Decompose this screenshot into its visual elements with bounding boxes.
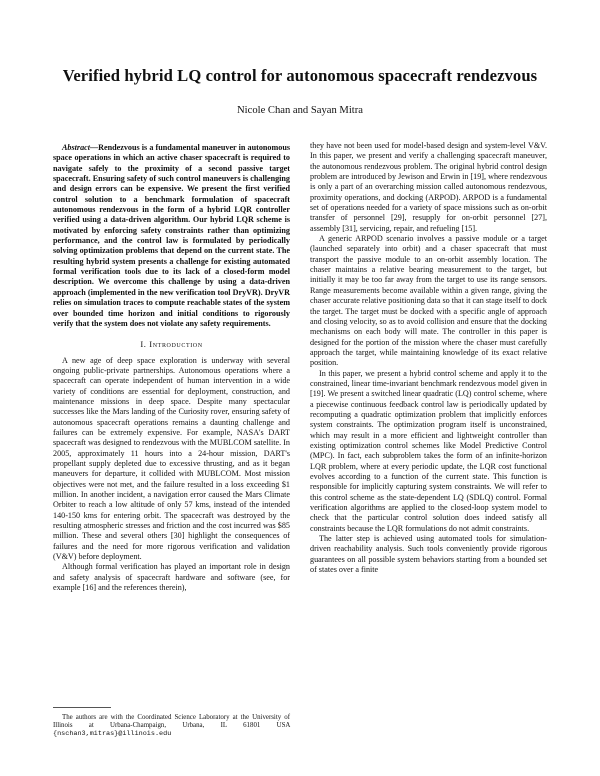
left-column — [53, 143, 290, 593]
abstract-label: Abstract — [62, 143, 90, 152]
author-footnote — [53, 714, 290, 739]
body-paragraph: In this paper, we present a hybrid control scheme and apply it to the constrained, linear time-invariant benchmark rendezvous model given in [19]. We present a switched linear quadratic (LQ) control scheme, where a piecewise continuous feedback control law is periodically updated by recomputing a quadratic optimization problem that implicitly enforces system constraints. The optimization program itself is unconstrained, which may result in a more efficient and lightweight controller than existing optimization control schemes like Model Predictive Control (MPC). In fact, each subproblem takes the form of an infinite-horizon LQR problem, where at every periodic update, the LQR cost functional evolves according to a function of the current state. This function is responsible for implicitly capturing system constraints. We will refer to this control scheme as the state-dependent LQ (SDLQ) control. Formal verification algorithms are applied to the closed-loop system model to check that the particular control solution does indeed satisfy all constraints because the LQR formulations do not admit constraints. — [310, 368, 547, 533]
footnote-divider — [53, 707, 111, 708]
body-paragraph: A generic ARPOD scenario involves a passive module or a target (launched separately into orbit) and a chaser spacecraft that must transport the passive module to an on-orbit assembly location. The chaser maintains a relative bearing measurement to the target, but initially it may be too far away from the target to use its range sensors. Range measurements become available within a given range, giving the chaser accurate relative positioning data so that it can stage itself to dock the target. The target must be docked with a specific angle of approach and closing velocity, so as to avoid collision and ensure that the docking mechanisms on each body will mate. The controller in this paper is designed for the portion of the mission where the chaser must carefully approach the target, while maintaining knowledge of its exact relative position. — [310, 234, 547, 368]
abstract — [53, 143, 290, 329]
body-paragraph: Although formal verification has played an important role in design and safety analysis of spacecraft hardware and software (see, for example [16] and the references therein), — [53, 562, 290, 593]
abstract-text: —Rendezvous is a fundamental maneuver in autonomous space operations in which an active chaser spacecraft is required to navigate safely to the proximity of a second passive target spacecraft. Ensuring safety of such control maneuvers is challenging and design errors can be expensive. We present the first verified control solution to a benchmark formulation of spacecraft autonomous rendezvous in the form of a hybrid LQR controller verified using a data-driven algorithm. Our hybrid LQR scheme is motivated by enforcing safety constraints rather than optimizing performance, and the control law is formulated by periodically solving optimization problems that depend on the current state. The resulting hybrid system presents a challenge for existing automated formal verification tools due to its lack of a closed-form model description. We overcome this challenge by using a data-driven approach (implemented in the new verification tool DryVR). DryVR relies on simulation traces to compute reachable states of the system over bounded time horizon and initial conditions to rigorously verify that the system does not violate any safety requirements. — [53, 143, 290, 328]
body-paragraph: A new age of deep space exploration is underway with several ongoing public-private partnerships. Autonomous operations where a spacecraft can operate independent of human intervention in a wide variety of conditions are essential for deployment, construction, and maintenance missions in deep space. Despite many spectacular successes like the Mars landing of the Curiosity rover, ensuring safety of autonomous spacecraft operations remains a daunting challenge and failures can be extremely expensive. For example, NASA's DART spacecraft was designed to rendezvous with the MUBLCOM satellite. In 2005, approximately 11 hours into a 24-hour mission, DART's propellant supply depleted due to excessive thrusting, and as it began maneuvers for departure, it collided with MUBLCOM. Most mission objectives were not met, and the failure resulted in a loss exceeding $1 million. In another incident, a navigation error caused the Mars Climate Orbiter to reach a low altitude of only 57 kms, instead of the intended 140-150 kms for entering orbit. The spacecraft was destroyed by the resulting atmospheric stresses and friction and the cost incurred was $85 million. These and several others [30] highlight the consequences of failures and the need for more rigorous verification and validation (V&V) before deployment. — [53, 355, 290, 562]
right-column — [310, 141, 547, 575]
paper-title: Verified hybrid LQ control for autonomous spacecraft rendezvous — [62, 66, 538, 85]
section-title: Introduction — [149, 339, 203, 350]
body-paragraph: The latter step is achieved using automated tools for simulation-driven reachability analysis. Such tools conveniently provide rigorous guarantees on all possible system behaviors starting from a bounded set of states over a finite — [310, 534, 547, 575]
footnote-text: The authors are with the Coordinated Science Laboratory at the University of Illinois at Urbana-Champaign, Urbana, IL 61801 USA — [53, 714, 290, 730]
footnote-email: {nschan3,mitras}@illinois.edu — [53, 730, 172, 739]
section-heading-introduction — [53, 339, 290, 349]
section-number: I. — [140, 339, 147, 350]
body-paragraph: they have not been used for model-based design and system-level V&V. In this paper, we present and verify a challenging spacecraft maneuver, the autonomous rendezvous problem. The original hybrid control design problem are introduced by Jewison and Erwin in [19], where rendezvous is only a part of an overarching mission called autonomous rendezvous, proximity operations, and docking (ARPOD). ARPOD is a fundamental set of operations needed for a variety of space missions such as on-orbit transfer of personnel [29], resupply for on-orbit personnel [27], assembly [31], servicing, repair, and refueling [15]. — [310, 141, 547, 233]
paper-authors: Nicole Chan and Sayan Mitra — [237, 105, 363, 116]
